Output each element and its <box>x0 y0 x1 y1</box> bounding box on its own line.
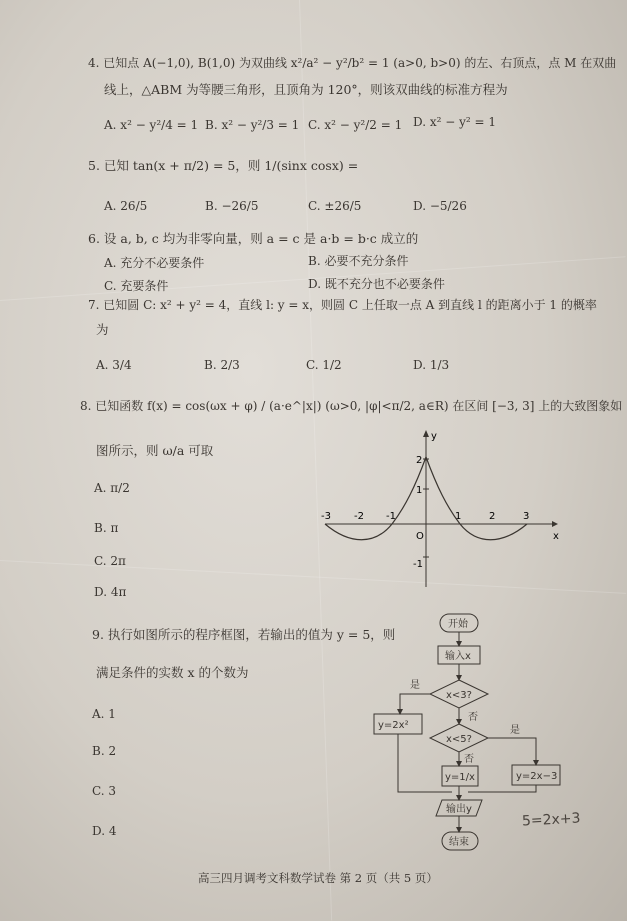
q7-option-b: B. 2/3 <box>204 358 240 372</box>
q6-stem: 6. 设 a, b, c 均为非零向量，则 a = c 是 a·b = b·c 成立的 <box>88 231 419 246</box>
origin-label: O <box>416 531 424 542</box>
flow-end-label: 结束 <box>449 837 469 848</box>
q6-option-c: C. 充要条件 <box>104 279 169 293</box>
flow-yes2-label: 是 <box>510 725 520 736</box>
flow-output-label: 输出y <box>446 804 472 815</box>
q7-option-d: D. 1/3 <box>413 358 450 372</box>
q5-option-b: B. −26/5 <box>205 199 259 213</box>
handwritten-note: 5=2x+3 <box>521 810 581 830</box>
flow-no1-label: 否 <box>468 712 478 723</box>
flow-box2-label: y=1/x <box>445 772 475 783</box>
q8-option-d: D. 4π <box>94 585 127 599</box>
y-axis-arrow <box>423 430 429 437</box>
flow-input-label: 输入x <box>445 651 471 662</box>
x-tick-label: -2 <box>354 511 364 522</box>
q4-option-b: B. x² − y²/3 = 1 <box>205 118 300 132</box>
flow-box1-label: y=2x² <box>378 720 409 731</box>
x-tick-label: -1 <box>386 511 396 522</box>
q7-stem-line2: 为 <box>96 322 109 337</box>
q5-stem: 5. 已知 tan(x + π/2) = 5，则 1/(sinx cosx) = <box>88 158 359 173</box>
q4-option-c: C. x² − y²/2 = 1 <box>308 118 403 132</box>
q7-option-a: A. 3/4 <box>96 358 132 372</box>
q7-option-c: C. 1/2 <box>306 358 342 372</box>
q6-option-d: D. 既不充分也不必要条件 <box>308 277 445 291</box>
q9-stem-line1: 9. 执行如图所示的程序框图，若输出的值为 y = 5，则 <box>92 627 396 642</box>
x-tick-label: 1 <box>455 511 462 522</box>
q6-option-b: B. 必要不充分条件 <box>308 254 409 268</box>
q4-stem-line1: 4. 已知点 A(−1,0), B(1,0) 为双曲线 x²/a² − y²/b² = 1 (a>0, b>0) 的左、右顶点，点 M 在双曲 <box>88 56 617 70</box>
flow-no2-label: 否 <box>464 754 474 765</box>
flow-box3-label: y=2x−3 <box>516 771 558 782</box>
x-tick-label: 3 <box>523 511 530 522</box>
x-tick-label: 2 <box>489 511 496 522</box>
q9-option-b: B. 2 <box>92 744 117 758</box>
q4-option-a: A. x² − y²/4 = 1 <box>104 118 199 132</box>
q8-stem-line1: 8. 已知函数 f(x) = cos(ωx + φ) / (a·e^|x|) (ω>0, |φ|<π/2, a∈R) 在区间 [−3, 3] 上的大致图象如 <box>80 399 623 413</box>
q9-stem-line2: 满足条件的实数 x 的个数为 <box>96 665 249 680</box>
q8-option-c: C. 2π <box>94 554 126 568</box>
page-footer: 高三四月调考文科数学试卷 第 2 页（共 5 页） <box>198 871 438 885</box>
x-tick-label: -3 <box>321 511 331 522</box>
x-axis-arrow <box>552 521 558 527</box>
q8-option-b: B. π <box>94 521 119 535</box>
x-axis-label: x <box>553 531 559 542</box>
q6-option-a: A. 充分不必要条件 <box>104 256 205 270</box>
q7-stem-line1: 7. 已知圆 C: x² + y² = 4，直线 l: y = x，则圆 C 上任取一点 A 到直线 l 的距离小于 1 的概率 <box>88 298 597 312</box>
q5-option-d: D. −5/26 <box>413 199 467 213</box>
y-tick-label: 1 <box>416 485 423 496</box>
y-tick-label: -1 <box>413 559 423 570</box>
flow-cond2-label: x<5? <box>446 734 472 745</box>
q8-option-a: A. π/2 <box>94 481 130 495</box>
q8-function-graph <box>320 427 560 592</box>
flow-yes1-label: 是 <box>410 680 420 691</box>
q9-option-c: C. 3 <box>92 784 117 798</box>
q9-option-d: D. 4 <box>92 824 117 838</box>
y-axis-label: y <box>431 431 437 442</box>
q5-option-c: C. ±26/5 <box>308 199 362 213</box>
q4-option-d: D. x² − y² = 1 <box>413 115 496 129</box>
flow-start-label: 开始 <box>448 619 468 630</box>
q5-option-a: A. 26/5 <box>104 199 148 213</box>
y-tick-label: 2 <box>416 455 423 466</box>
flow-cond1-label: x<3? <box>446 690 472 701</box>
q4-stem-line2: 线上，△ABM 为等腰三角形，且顶角为 120°，则该双曲线的标准方程为 <box>104 82 508 97</box>
q9-option-a: A. 1 <box>92 707 116 721</box>
q8-stem-line2: 图所示，则 ω/a 可取 <box>96 443 214 458</box>
